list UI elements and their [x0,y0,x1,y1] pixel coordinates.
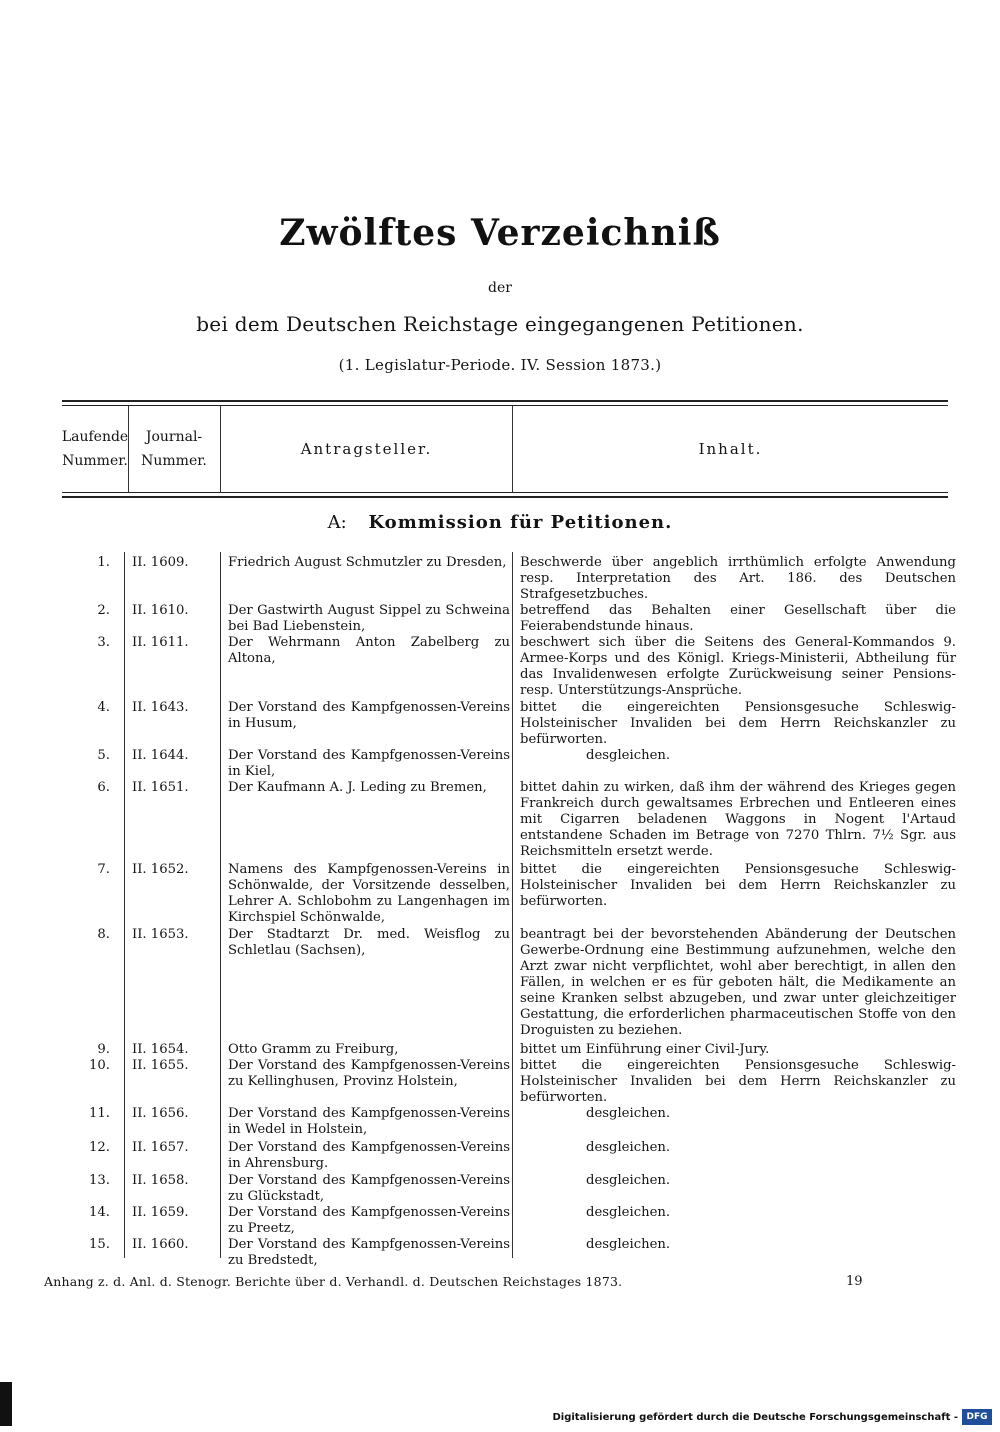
journal-number: II. 1657. [132,1140,189,1155]
row-number: 4. [97,700,110,715]
applicant: Der Kaufmann A. J. Leding zu Bremen, [228,780,487,795]
row-number: 6. [97,780,110,795]
petition-content: desgleichen. [586,1140,671,1155]
column-divider [124,552,125,1258]
scan-edge-mark [0,1382,12,1426]
header-label: Antragsteller. [300,440,433,458]
applicant: Der Vorstand des Kampfgenossen-Vereins zu Kellinghusen, Provinz Holstein, [228,1058,510,1089]
digitization-credit: Digitalisierung gefördert durch die Deutsche Forschungsgemeinschaft - [552,1412,958,1423]
journal-number: II. 1654. [132,1042,189,1057]
journal-number: II. 1653. [132,927,189,942]
journal-number: II. 1652. [132,862,189,877]
header-label: Nummer. [141,453,207,469]
journal-number: II. 1643. [132,700,189,715]
journal-number: II. 1610. [132,603,189,618]
header-rule [62,496,948,498]
applicant: Der Vorstand des Kampfgenossen-Vereins in Kiel, [228,748,510,779]
header-label: Inhalt. [698,440,763,458]
section-letter: A: [327,512,347,533]
section-name: Kommission für Petitionen. [368,512,673,533]
row-number: 9. [97,1042,110,1057]
row-number: 14. [89,1205,110,1220]
header-inhalt [513,406,948,492]
applicant: Otto Gramm zu Freiburg, [228,1042,399,1057]
header-rule [62,492,948,493]
title-connector: der [488,280,512,296]
row-number: 5. [97,748,110,763]
row-number: 10. [89,1058,110,1073]
petition-content: beantragt bei der bevorstehenden Abänderung der Deutschen Gewerbe-Ordnung eine Bestimmung aufzunehmen, welche den Arzt zwar nicht verpflichtet, wohl aber berechtigt, in allen den Fällen, in welchen er es für geboten hält, die Medikamente an seine Kranken selbst abzugeben, und zwar unter gleichzeitiger Gestattung, die erforderlichen pharmaceutischen Stoffe von den Droguisten zu beziehen. [520,927,956,1038]
page-footer: Anhang z. d. Anl. d. Stenogr. Berichte über d. Verhandl. d. Deutschen Reichstages 1873. [44,1274,623,1289]
journal-number: II. 1611. [132,635,189,650]
header-antragsteller [221,406,512,492]
petition-content: desgleichen. [586,1106,671,1121]
column-divider [512,552,513,1258]
applicant: Namens des Kampfgenossen-Vereins in Schönwalde, der Vorsitzende desselben, Lehrer A. Schlobohm zu Langenhagen im Kirchspiel Schönwalde, [228,862,510,925]
petition-content: bittet die eingereichten Pensionsgesuche Schleswig-Holsteinischer Invaliden bei dem Herrn Reichskanzler zu befürworten. [520,862,956,909]
applicant: Der Vorstand des Kampfgenossen-Vereins in Wedel in Holstein, [228,1106,510,1137]
row-number: 12. [89,1140,110,1155]
petition-content: desgleichen. [586,1237,671,1252]
row-number: 2. [97,603,110,618]
row-number: 8. [97,927,110,942]
applicant: Friedrich August Schmutzler zu Dresden, [228,555,507,570]
header-label: Laufende [61,429,129,445]
applicant: Der Gastwirth August Sippel zu Schweina bei Bad Liebenstein, [228,603,510,634]
journal-number: II. 1658. [132,1173,189,1188]
applicant: Der Wehrmann Anton Zabelberg zu Altona, [228,635,510,666]
petition-content: beschwert sich über die Seitens des General-Kommandos 9. Armee-Korps und des Königl. Kriegs-Ministerii, Abtheilung für das Invalidenwesen erfolgte Zurückweisung seiner Pensions- resp. Unterstützungs-Ansprüche. [520,635,956,698]
session-info: (1. Legislatur-Periode. IV. Session 1873.) [338,356,662,374]
journal-number: II. 1660. [132,1237,189,1252]
journal-number: II. 1655. [132,1058,189,1073]
journal-number: II. 1656. [132,1106,189,1121]
journal-number: II. 1651. [132,780,189,795]
applicant: Der Vorstand des Kampfgenossen-Vereins zu Bredstedt, [228,1237,510,1268]
journal-number: II. 1609. [132,555,189,570]
row-number: 1. [97,555,110,570]
row-number: 11. [89,1106,110,1121]
petition-content: desgleichen. [586,1205,671,1220]
header-rule [62,400,948,402]
petition-content: bittet um Einführung einer Civil-Jury. [520,1042,770,1057]
dfg-logo: DFG [962,1409,992,1425]
applicant: Der Vorstand des Kampfgenossen-Vereins in Husum, [228,700,510,731]
row-number: 3. [97,635,110,650]
page-number: 19 [846,1274,863,1289]
header-label: Nummer. [62,453,128,469]
petition-content: Beschwerde über angeblich irrthümlich erfolgte Anwendung resp. Interpretation des Art. 186. des Deutschen Strafgesetzbuches. [520,555,956,602]
row-number: 7. [97,862,110,877]
journal-number: II. 1659. [132,1205,189,1220]
journal-number: II. 1644. [132,748,189,763]
document-title: Zwölftes Verzeichniß [279,212,721,254]
petition-content: bittet dahin zu wirken, daß ihm der während des Krieges gegen Frankreich durch gewaltsames Erbrechen und Entleeren eines mit Cigarren beladenen Waggons in Nogent l'Artaud entstandene Schaden im Betrage von 7270 Thlrn. 7½ Sgr. aus Reichsmitteln ersetzt werde. [520,780,956,859]
petition-content: desgleichen. [586,1173,671,1188]
applicant: Der Vorstand des Kampfgenossen-Vereins zu Glückstadt, [228,1173,510,1204]
applicant: Der Vorstand des Kampfgenossen-Vereins in Ahrensburg. [228,1140,510,1171]
petition-content: bittet die eingereichten Pensionsgesuche Schleswig-Holsteinischer Invaliden bei dem Herrn Reichskanzler zu befürworten. [520,1058,956,1105]
petition-content: bittet die eingereichten Pensionsgesuche Schleswig-Holsteinischer Invaliden bei dem Herrn Reichskanzler zu befürworten. [520,700,956,747]
header-label: Journal- [145,429,203,445]
header-journal-nummer [129,406,219,492]
section-heading [0,512,1000,533]
petition-content: desgleichen. [586,748,671,763]
row-number: 15. [89,1237,110,1252]
applicant: Der Stadtarzt Dr. med. Weisflog zu Schletlau (Sachsen), [228,927,510,958]
header-laufende-nummer [62,406,128,492]
petition-content: betreffend das Behalten einer Gesellschaft über die Feierabendstunde hinaus. [520,603,956,634]
document-subtitle: bei dem Deutschen Reichstage eingegangenen Petitionen. [196,312,804,336]
applicant: Der Vorstand des Kampfgenossen-Vereins zu Preetz, [228,1205,510,1236]
row-number: 13. [89,1173,110,1188]
